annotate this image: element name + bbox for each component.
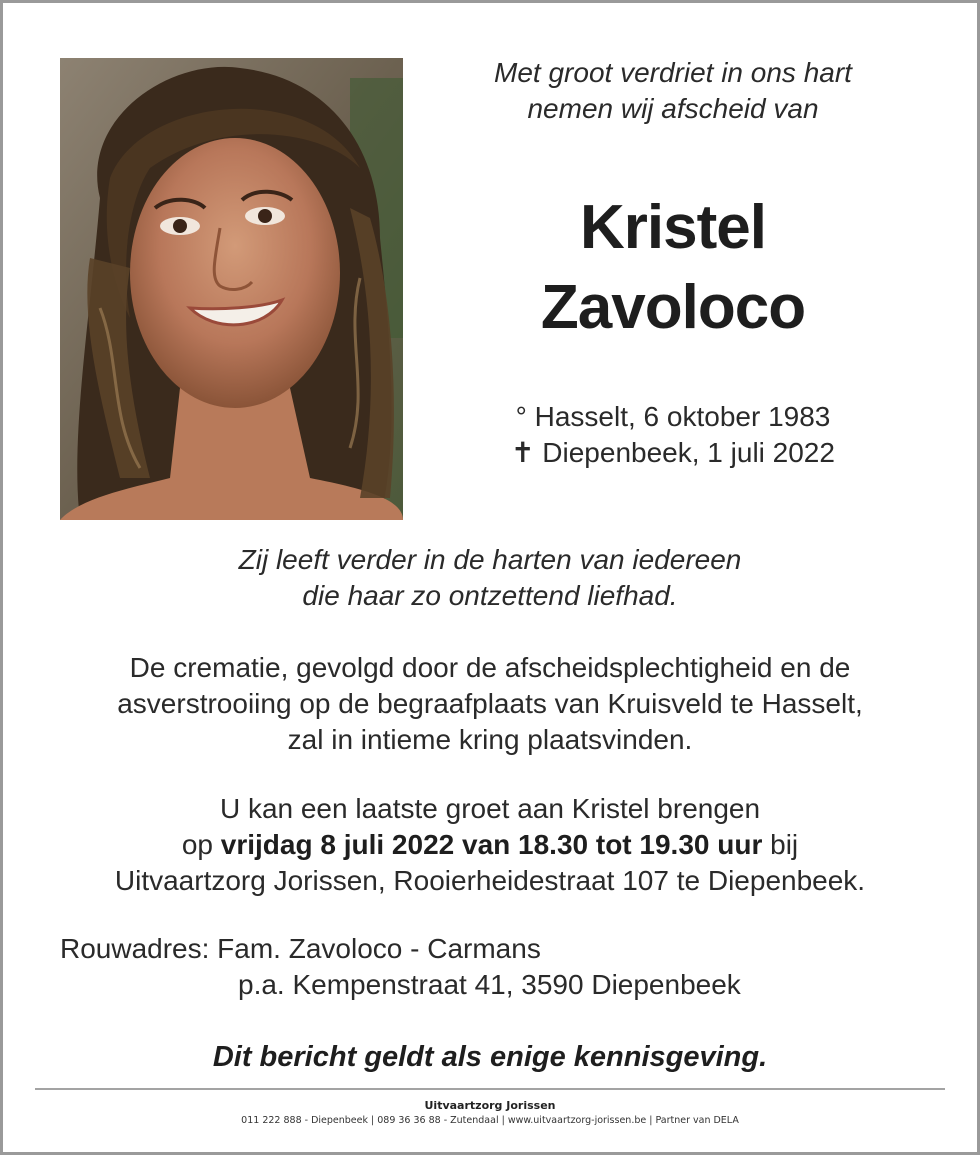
visitation-line: U kan een laatste groet aan Kristel brengen — [219, 793, 761, 824]
intro-line: Met groot verdriet in ons hart — [494, 57, 852, 88]
ceremony-line: De crematie, gevolgd door de afscheidsplechtigheid en de — [129, 652, 851, 683]
birth-date: ° Hasselt, 6 oktober 1983 — [515, 401, 831, 432]
life-dates — [423, 399, 923, 471]
quote-line: die haar zo ontzettend liefhad. — [302, 580, 678, 611]
visitation-text: bij — [762, 829, 799, 860]
portrait-photo — [60, 58, 403, 520]
intro-line: nemen wij afscheid van — [527, 93, 819, 124]
intro-text — [423, 55, 923, 127]
ceremony-paragraph — [33, 650, 947, 758]
memorial-quote — [33, 542, 947, 614]
closing-statement: Dit bericht geldt als enige kennisgeving. — [212, 1041, 768, 1073]
ceremony-line: asverstrooiing op de begraafplaats van Kruisveld te Hasselt, — [117, 688, 863, 719]
first-name: Kristel — [580, 193, 766, 262]
footer-divider — [35, 1088, 945, 1090]
mourning-address — [60, 931, 940, 1003]
address-line: p.a. Kempenstraat 41, 3590 Diepenbeek — [238, 969, 741, 1000]
deceased-name — [423, 188, 923, 348]
last-name: Zavoloco — [540, 273, 806, 342]
visitation-line: Uitvaartzorg Jorissen, Rooierheidestraat 107 te Diepenbeek. — [114, 865, 866, 896]
visitation-paragraph — [33, 791, 947, 899]
ceremony-line: zal in intieme kring plaatsvinden. — [287, 724, 693, 755]
address-line: Rouwadres: Fam. Zavoloco - Carmans — [60, 933, 541, 964]
visitation-line — [33, 827, 947, 863]
footer-company: Uitvaartzorg Jorissen — [424, 1099, 556, 1112]
visitation-datetime: vrijdag 8 juli 2022 van 18.30 tot 19.30 uur — [220, 829, 763, 860]
quote-line: Zij leeft verder in de harten van iedereen — [238, 544, 742, 575]
death-date: ✝ Diepenbeek, 1 juli 2022 — [511, 437, 835, 468]
visitation-text: op — [181, 829, 221, 860]
footer-contact-info: 011 222 888 - Diepenbeek | 089 36 36 88 - Zutendaal | www.uitvaartzorg-jorissen.be | Partner van DELA — [241, 1115, 739, 1126]
